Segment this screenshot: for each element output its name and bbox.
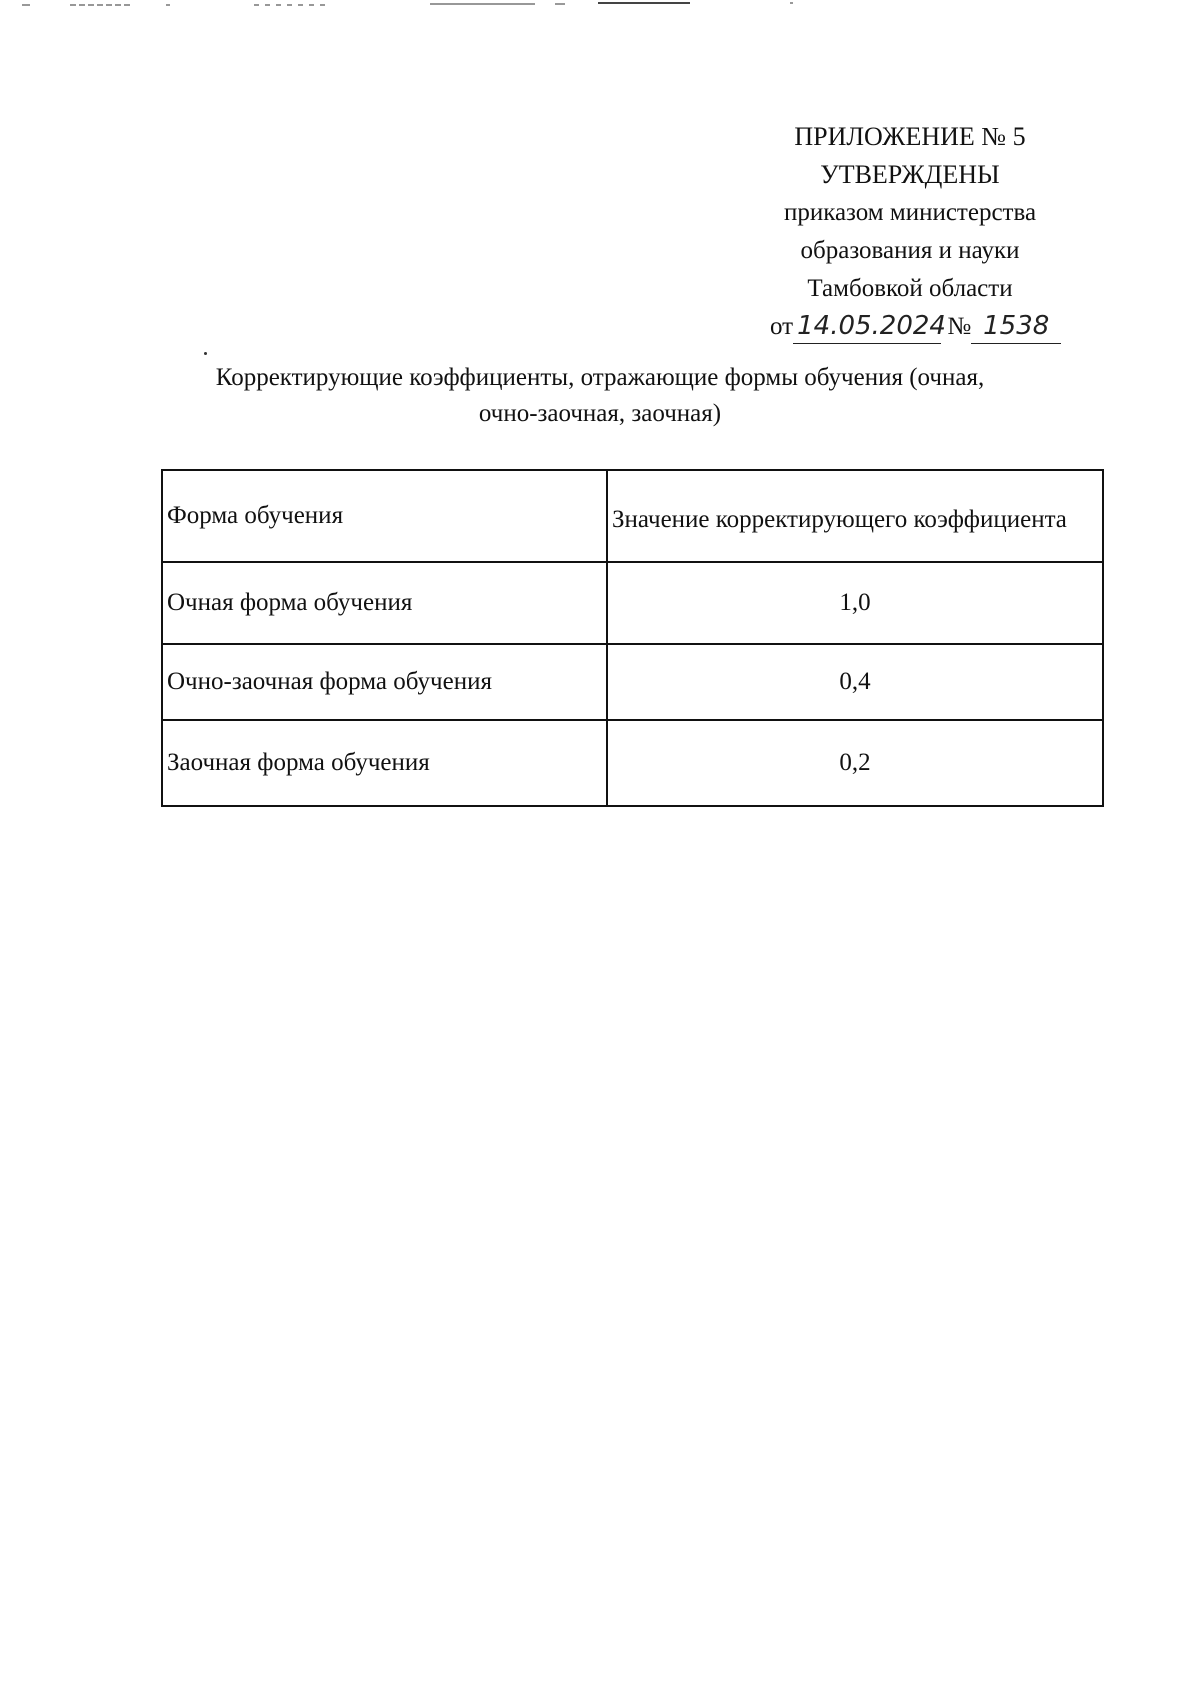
- table-header-row: [162, 470, 1103, 562]
- order-line-2: образования и науки: [800, 237, 1020, 264]
- cell-value: 0,2: [607, 720, 1103, 806]
- approved-heading: УТВЕРЖДЕНЫ: [820, 160, 1000, 189]
- handwritten-order-number: 1538: [971, 309, 1061, 344]
- scan-speck: [204, 352, 207, 355]
- cell-form: Очная форма обучения: [162, 562, 607, 644]
- approval-stamp-block: [740, 118, 1080, 346]
- order-line-3: Тамбовкой области: [807, 275, 1013, 302]
- cell-value: 1,0: [607, 562, 1103, 644]
- table-row: [162, 562, 1103, 644]
- cell-form: Заочная форма обучения: [162, 720, 607, 806]
- cell-value: 0,4: [607, 644, 1103, 720]
- number-prefix: №: [947, 313, 972, 340]
- table-row: [162, 720, 1103, 806]
- appendix-heading: ПРИЛОЖЕНИЕ № 5: [794, 122, 1026, 151]
- header-form: Форма обучения: [162, 470, 607, 562]
- cell-form: Очно-заочная форма обучения: [162, 644, 607, 720]
- date-prefix: от: [770, 313, 794, 340]
- table-row: [162, 644, 1103, 720]
- order-line-1: приказом министерства: [783, 199, 1037, 226]
- scan-edge-marks: [0, 0, 1200, 8]
- coefficients-table: [161, 469, 1104, 807]
- order-date-number-line: [740, 308, 1080, 346]
- header-coefficient: Значение корректирующего коэффициента: [607, 470, 1103, 562]
- title-line-2: очно-заочная, заочная): [478, 400, 722, 427]
- document-title: [120, 360, 1080, 432]
- handwritten-order-date: 14.05.2024: [793, 309, 941, 344]
- title-line-1: Корректирующие коэффициенты, отражающие формы обучения (очная,: [215, 364, 985, 391]
